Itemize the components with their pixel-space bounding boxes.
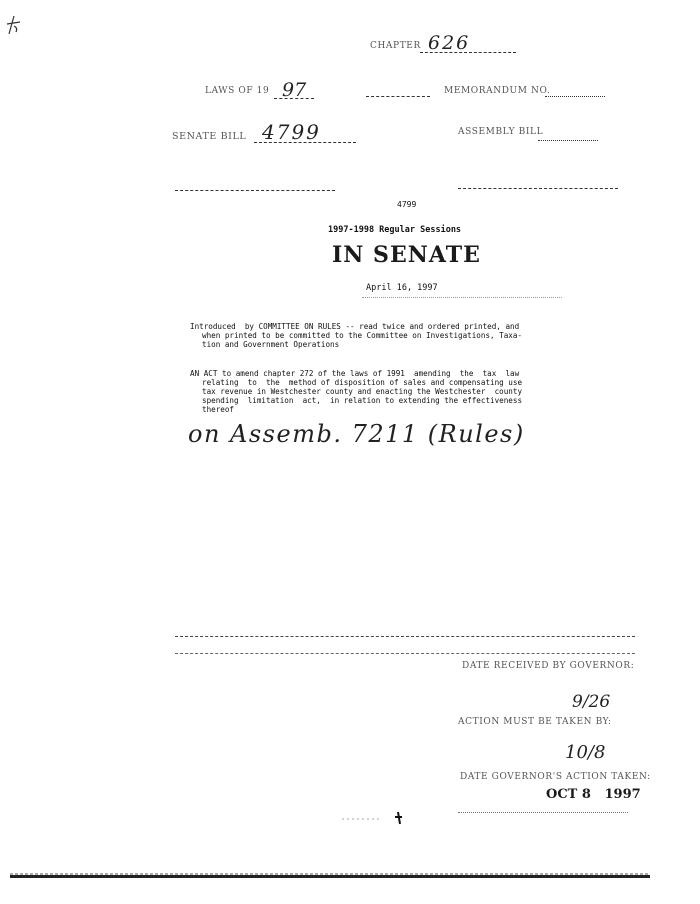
- introduced-line: Introduced by COMMITTEE ON RULES -- read twice and ordered printed, and: [190, 322, 520, 331]
- lower-separator-2: [175, 653, 635, 654]
- chapter-label: CHAPTER: [370, 41, 421, 51]
- introduced-line: tion and Government Operations: [202, 340, 340, 349]
- separator-left: [175, 190, 335, 191]
- date-received-value: 9/26: [572, 692, 611, 712]
- assembly-bill-label: ASSEMBLY BILL: [458, 127, 544, 137]
- act-line: tax revenue in Westchester county and enacting the Westchester county: [202, 387, 523, 396]
- date-rule: [362, 297, 562, 298]
- governor-action-stamp: OCT 8 1997: [546, 787, 641, 802]
- scan-edge-bar: [10, 865, 650, 873]
- lower-separator-1: [175, 636, 635, 637]
- laws-underline: [274, 98, 314, 99]
- introduced-paragraph: [190, 322, 630, 349]
- senate-bill-underline: [254, 142, 356, 143]
- action-value: 10/8: [565, 742, 606, 763]
- handwritten-note: on Assemb. 7211 (Rules): [188, 420, 525, 448]
- governor-action-label: DATE GOVERNOR'S ACTION TAKEN:: [460, 772, 651, 782]
- scan-mark: [340, 810, 410, 824]
- act-paragraph: [190, 369, 630, 414]
- act-line: relating to the method of disposition of sales and compensating use: [202, 378, 523, 387]
- laws-label: LAWS OF 19: [205, 86, 270, 96]
- senate-bill-label: SENATE BILL: [172, 131, 247, 142]
- bill-date: April 16, 1997: [366, 283, 438, 293]
- chapter-underline: [420, 52, 516, 53]
- chapter-value: 626: [428, 32, 471, 54]
- house-title: IN SENATE: [332, 242, 481, 268]
- session-title: 1997-1998 Regular Sessions: [328, 225, 462, 235]
- action-label: ACTION MUST BE TAKEN BY:: [458, 717, 612, 727]
- assembly-bill-underline: [538, 140, 598, 141]
- introduced-line: when printed to be committed to the Committee on Investigations, Taxa-: [202, 331, 523, 340]
- date-received-label: DATE RECEIVED BY GOVERNOR:: [462, 661, 635, 671]
- laws-year: 97: [282, 79, 307, 101]
- memo-underline: [545, 96, 605, 97]
- memo-blank-line: [366, 96, 430, 97]
- act-line: AN ACT to amend chapter 272 of the laws of 1991 amending the tax law: [190, 369, 520, 378]
- bill-number: 4799: [397, 200, 417, 209]
- senate-bill-value: 4799: [262, 120, 321, 144]
- act-line: thereof: [202, 405, 235, 414]
- act-line: spending limitation act, in relation to extending the effectiveness: [202, 396, 523, 405]
- governor-action-underline: [458, 812, 628, 813]
- separator-right: [458, 188, 618, 189]
- corner-mark: [6, 14, 22, 36]
- memo-label: MEMORANDUM NO.: [444, 86, 551, 96]
